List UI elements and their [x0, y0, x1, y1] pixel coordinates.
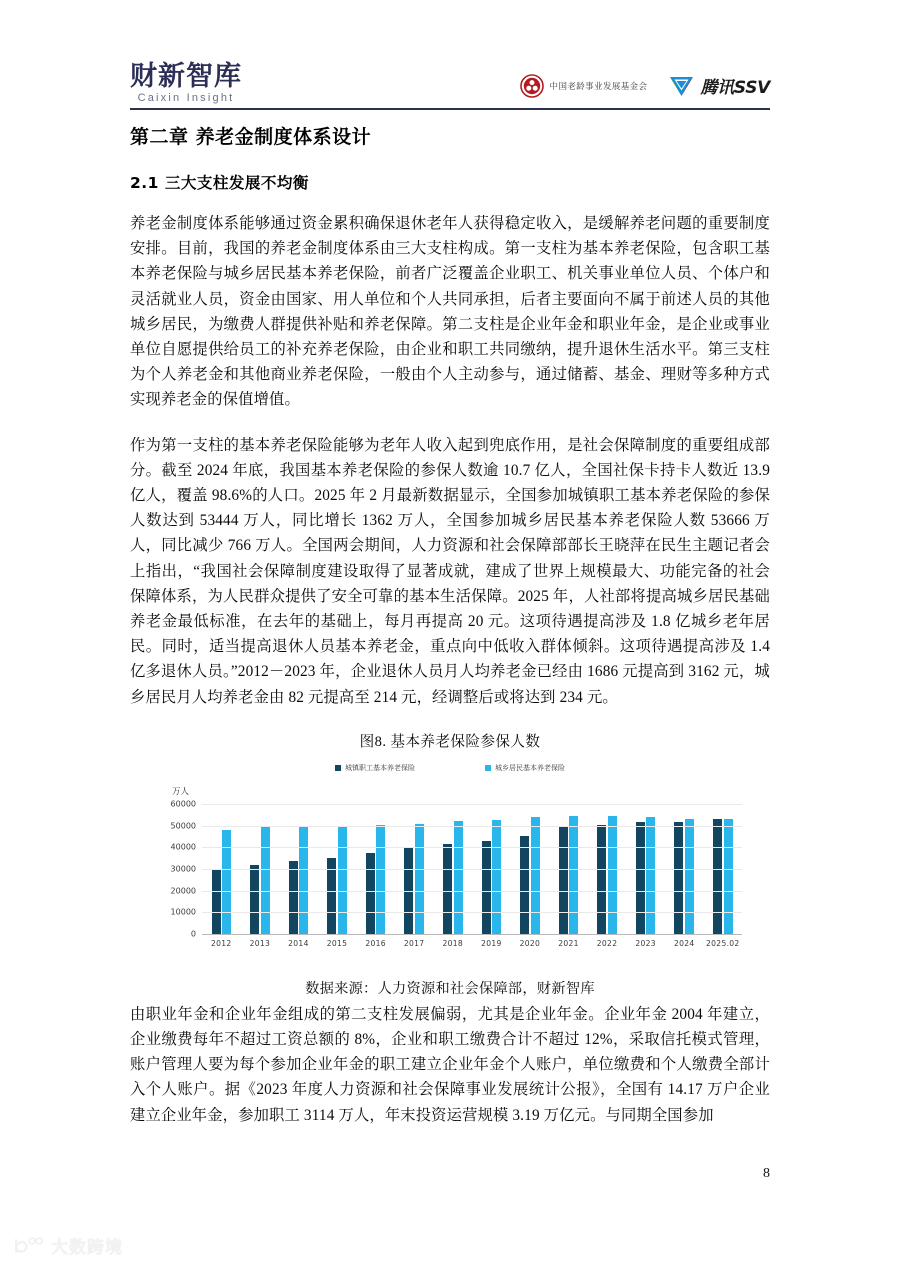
bar-2018-series1	[454, 821, 463, 935]
legend-label-0: 城镇职工基本养老保险	[345, 763, 415, 772]
chapter-title: 第二章 养老金制度体系设计	[130, 126, 372, 148]
bar-2014-series0	[289, 861, 298, 935]
y-axis-unit-label: 万人	[172, 786, 190, 797]
figure-source: 数据来源：人力资源和社会保障部，财新智库	[305, 980, 595, 997]
y-tick-10000: 10000	[170, 907, 196, 917]
gridline-30000	[170, 864, 742, 874]
paragraph-2: 作为第一支柱的基本养老保险能够为老年人收入起到兜底作用，是社会保障制度的重要组成部分。截至 2024 年底，我国基本养老保险的参保人数逾 10.7 亿人，全国社保卡持卡人数近 13.9 亿人，覆盖 98.6%的人口。2025 年 2 月最新数据显示，全国参加城镇职工基本养老保险的参保人数达到 53444 万人，同比增长 1362 万人，全国参加城乡居民基本养老保险人数 53666 万人，同比减少 766 万人。全国两会期间，人力资源和社会保障部部长王晓萍在民生主题记者会上指出，“我国社会保障制度建设取得了显著成就，建成了世界上规模最大、功能完备的社会保障体系，为人民群众提供了安全可靠的基本生活保障。2025 年，人社部将提高城乡居民基础养老金最低标准，在去年的基础上，每月再提高 20 元。这项待遇提高涉及 1.8 亿城乡老年居民。同时，适当提高退休人员基本养老金，重点向中低收入群体倾斜。这项待遇提高涉及 1.4 亿多退休人员。”2012－2023 年，企业退休人员月人均养老金已经由 1686 元提高到 3162 元，城乡居民月人均养老金由 82 元提高至 214 元，经调整后或将达到 234 元。	[130, 436, 770, 706]
tencent-ssv-logo-group	[669, 73, 770, 98]
y-tick-40000: 40000	[170, 842, 196, 852]
bar-group-2014	[279, 805, 318, 935]
bar-2025.02-series0	[713, 819, 722, 935]
tencent-ssv-label: 腾讯SSV	[700, 78, 770, 98]
paragraph-1: 养老金制度体系能够通过资金累积确保退休老年人获得稳定收入，是缓解养老问题的重要制度安排。目前，我国的养老金制度体系由三大支柱构成。第一支柱为基本养老保险，包含职工基本养老保险与城乡居民基本养老保险，前者广泛覆盖企业职工、机关事业单位人员、个体户和灵活就业人员，资金由国家、用人单位和个人共同承担，后者主要面向不属于前述人员的其他城乡居民，为缴费人群提供补贴和养老保障。第二支柱是企业年金和职业年金，是企业或事业单位自愿提供给员工的补充养老保险，由企业和职工共同缴纳，提升退休生活水平。第三支柱为个人养老金和其他商业养老保险，一般由个人主动参与，通过储蓄、基金、理财等多种方式实现养老金的保值增值。	[130, 215, 770, 409]
bar-2016-series0	[366, 853, 375, 935]
y-tick-20000: 20000	[170, 886, 196, 896]
watermark-text: 大数跨境	[51, 1238, 123, 1258]
bar-2015-series1	[338, 826, 347, 935]
x-label-2017: 2017	[403, 938, 425, 948]
gridline-20000	[170, 886, 742, 896]
chart-plot-area	[170, 799, 742, 939]
bar-group-2025.02	[704, 805, 743, 935]
x-label-2021: 2021	[558, 938, 579, 948]
legend-swatch-1	[485, 765, 491, 771]
legend-label-1: 城乡居民基本养老保险	[495, 763, 565, 772]
y-tick-30000: 30000	[170, 864, 196, 874]
bar-group-2020	[511, 805, 550, 935]
bar-group-2019	[472, 805, 511, 935]
brand-name-en: Caixin Insight	[137, 92, 235, 104]
bar-chart	[150, 763, 750, 968]
figure-8	[130, 730, 770, 998]
bar-group-2021	[549, 805, 588, 935]
tencent-triangle-icon	[669, 75, 694, 97]
bar-2024-series1	[685, 819, 694, 935]
gridline-60000	[170, 799, 742, 809]
bar-group-2015	[318, 805, 357, 935]
bar-group-2024	[665, 805, 704, 935]
bar-2013-series1	[261, 827, 270, 935]
bar-2024-series0	[674, 822, 683, 935]
bar-2023-series0	[636, 822, 645, 935]
x-label-2019: 2019	[481, 938, 502, 948]
foundation-logo-group	[520, 74, 648, 98]
gridline-40000	[170, 842, 742, 852]
bar-2021-series0	[559, 826, 568, 935]
bar-group-2017	[395, 805, 434, 935]
legend-item-1	[485, 763, 565, 773]
x-label-2014: 2014	[288, 938, 309, 948]
page-number: 8	[763, 1166, 770, 1181]
bar-2025.02-series1	[724, 819, 733, 935]
foundation-name-label: 中国老龄事业发展基金会	[549, 81, 648, 92]
gridline-10000	[170, 907, 742, 917]
partner-logos	[520, 73, 770, 104]
x-label-2012: 2012	[211, 938, 232, 948]
y-tick-0: 0	[190, 929, 196, 939]
gridline-50000	[170, 821, 742, 831]
brand-name-cn: 财新智库	[130, 61, 242, 92]
bar-2013-series0	[250, 865, 259, 935]
bar-2017-series1	[415, 824, 424, 935]
x-label-2020: 2020	[519, 938, 541, 948]
bar-group-2022	[588, 805, 627, 935]
bar-group-2012	[202, 805, 241, 935]
x-label-2022: 2022	[596, 938, 618, 948]
bar-2020-series0	[520, 836, 529, 935]
bar-group-2016	[356, 805, 395, 935]
figure-title: 图8. 基本养老保险参保人数	[359, 733, 541, 750]
document-content	[130, 122, 770, 1148]
x-axis-labels	[202, 939, 742, 948]
x-label-2015: 2015	[326, 938, 348, 948]
chart-legend	[150, 763, 750, 773]
bar-2012-series1	[222, 830, 231, 935]
bar-2012-series0	[212, 869, 221, 935]
caixin-insight-logo	[130, 63, 242, 104]
gridline-0	[190, 929, 742, 939]
bar-2023-series1	[646, 817, 655, 935]
bar-2021-series1	[569, 816, 578, 935]
y-tick-60000: 60000	[170, 799, 196, 809]
watermark	[12, 1233, 123, 1258]
bar-group-2018	[433, 805, 472, 935]
bar-2014-series1	[299, 826, 308, 935]
paragraph-3: 由职业年金和企业年金组成的第二支柱发展偏弱，尤其是企业年金。企业年金 2004 年建立，企业缴费每年不超过工资总额的 8%，企业和职工缴费合计不超过 12%，采取信托模式管理，账户管理人要为每个参加企业年金的职工建立企业年金个人账户，单位缴费和个人缴费全部计入个人账户。据《2023 年度人力资源和社会保障事业发展统计公报》，全国有 14.17 万户企业建立企业年金，参加职工 3114 万人，年末投资运营规模 3.19 万亿元。与同期全国参加	[130, 1005, 770, 1124]
bar-2016-series1	[376, 825, 385, 935]
chart-bars	[202, 805, 742, 935]
bar-2020-series1	[531, 817, 540, 935]
page-header	[130, 48, 770, 110]
x-label-2024: 2024	[673, 938, 695, 948]
bar-2022-series1	[608, 816, 617, 935]
bar-2018-series0	[443, 844, 452, 935]
x-label-2016: 2016	[365, 938, 386, 948]
x-label-2013: 2013	[249, 938, 271, 948]
x-label-2023: 2023	[635, 938, 656, 948]
x-label-2025.02: 2025.02	[706, 938, 740, 948]
bar-group-2013	[241, 805, 280, 935]
watermark-logo-icon	[12, 1235, 44, 1257]
bar-2019-series1	[492, 820, 501, 935]
legend-swatch-0	[335, 765, 341, 771]
red-seal-icon	[520, 74, 544, 98]
bar-group-2023	[626, 805, 665, 935]
section-title: 2.1 三大支柱发展不均衡	[130, 174, 309, 192]
bar-2022-series0	[597, 825, 606, 935]
legend-item-0	[335, 763, 415, 773]
bar-2019-series0	[482, 841, 491, 935]
y-tick-50000: 50000	[170, 821, 196, 831]
x-label-2018: 2018	[442, 938, 464, 948]
